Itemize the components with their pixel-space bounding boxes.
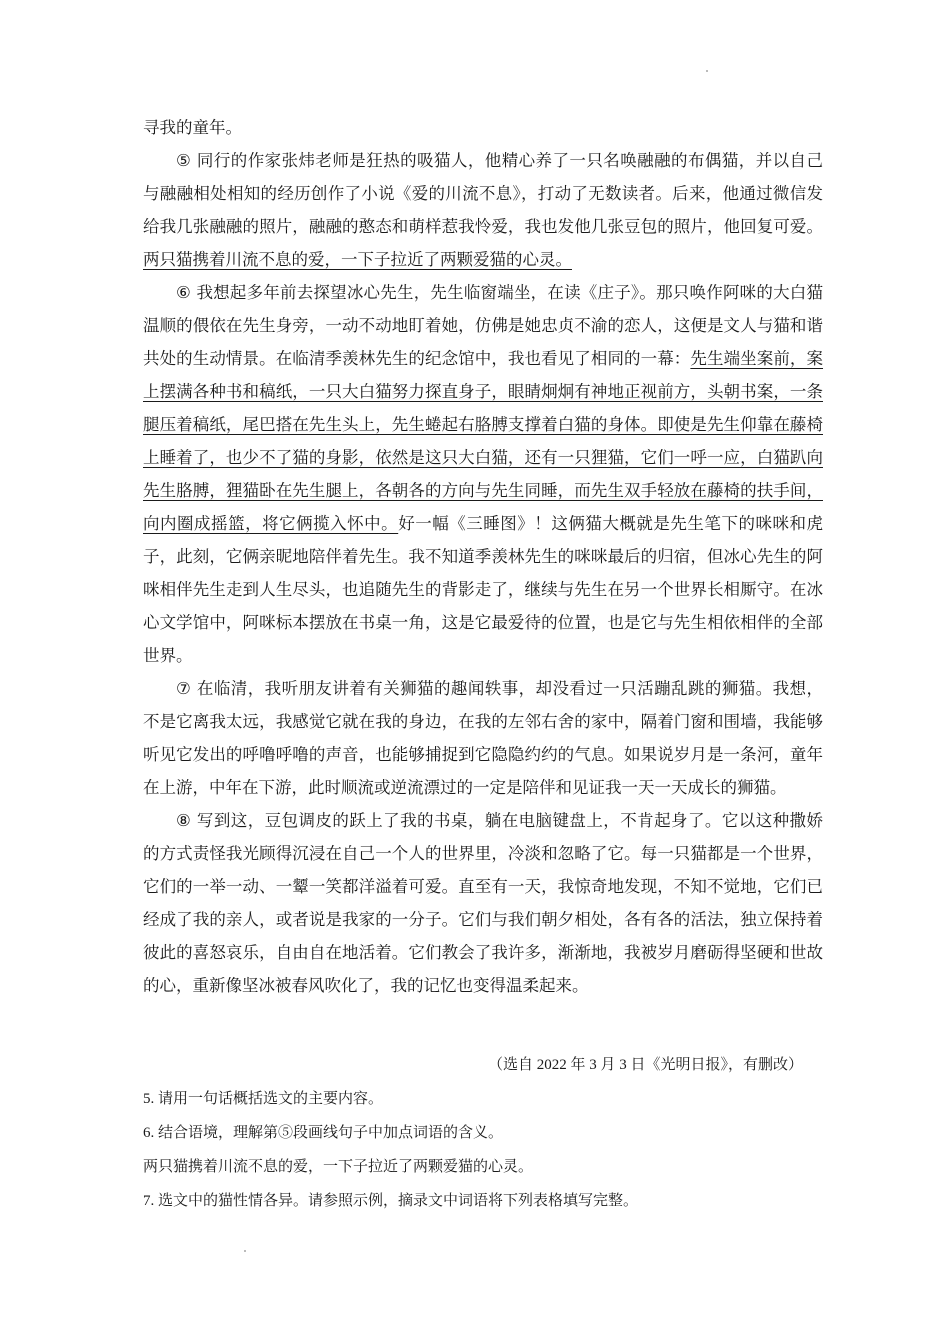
paragraph-6-text: ⑥ 我想起多年前去探望冰心先生，先生临窗端坐，在读《庄子》。那只唤作阿咪的大白猫温顺的偎依在先生身旁，一动不动地盯着她，仿佛是她忠贞不渝的恋人，这便是文人与猫和谐共处的生动情景。在临清季羡林先生的纪念馆中，我也看见了相同的一幕： xyxy=(143,283,823,368)
scan-speck xyxy=(706,70,708,72)
paragraph-7: ⑦ 在临清，我听朋友讲着有关狮猫的趣闻轶事，却没看过一只活蹦乱跳的狮猫。我想，不是它离我太远，我感觉它就在我的身边，在我的左邻右舍的家中，隔着门窗和围墙，我能够听见它发出的呼噜呼噜的声音，也能够捕捉到它隐隐约约的气息。如果说岁月是一条河，童年在上游，中年在下游，此时顺流或逆流漂过的一定是陪伴和见证我一天一天成长的狮猫。 xyxy=(143,679,823,797)
paragraph-5-text: ⑤ 同行的作家张炜老师是狂热的吸猫人，他精心养了一只名唤融融的布偶猫，并以自己与融融相处相知的经历创作了小说《爱的川流不息》，打动了无数读者。后来，他通过微信发给我几张融融的照片，融融的憨态和萌样惹我怜爱，我也发他几张豆包的照片，他回复可爱。 xyxy=(143,151,823,236)
paragraph-5 xyxy=(143,144,823,276)
source-citation: （选自 2022 年 3 月 3 日《光明日报》，有删改） xyxy=(487,1057,803,1073)
question-6: 6. 结合语境，理解第⑤段画线句子中加点词语的含义。 xyxy=(143,1125,504,1141)
question-7: 7. 选文中的猫性情各异。请参照示例，摘录文中词语将下列表格填写完整。 xyxy=(143,1193,639,1209)
paragraph-8: ⑧ 写到这，豆包调皮的跃上了我的书桌，躺在电脑键盘上，不肯起身了。它以这种撒娇的方式责怪我光顾得沉浸在自己一个人的世界里，冷淡和忽略了它。每一只猫都是一个世界，它们的一举一动、一颦一笑都洋溢着可爱。直至有一天，我惊奇地发现，不知不觉地，它们已经成了我的亲人，或者说是我家的一分子。它们与我们朝夕相处，各有各的活法，独立保持着彼此的喜怒哀乐，自由自在地活着。它们教会了我许多，渐渐地，我被岁月磨砺得坚硬和世故的心，重新像坚冰被春风吹化了，我的记忆也变得温柔起来。 xyxy=(143,811,823,995)
question-5: 5. 请用一句话概括选文的主要内容。 xyxy=(143,1091,384,1107)
underlined-passage: 先生端坐案前，案上摆满各种书和稿纸，一只大白猫努力探直身子，眼睛炯炯有神地正视前方，头朝书案，一条腿压着稿纸，尾巴搭在先生头上，先生蜷起右胳膊支撑着白猫的身体。即使是先生仰靠在藤椅上睡着了，也少不了猫的身影，依然是这只大白猫，还有一只狸猫，它们一呼一应，白猫趴向先生胳膊，狸猫卧在先生腿上，各朝各的方向与先生同睡，而先生双手轻放在藤椅的扶手间，向内圈成摇篮，将它俩揽入怀中。 xyxy=(143,349,824,533)
article-passage xyxy=(143,111,823,1002)
paragraph-4-end: 寻我的童年。 xyxy=(143,118,242,137)
underlined-sentence: 两只猫携着川流不息的爱，一下子拉近了两颗爱猫的心灵。 xyxy=(143,250,572,269)
scan-speck xyxy=(244,1250,246,1252)
question-list xyxy=(143,1082,823,1218)
paragraph-6 xyxy=(143,276,823,672)
question-6-sentence: 两只猫携着川流不息的爱，一下子拉近了两颗爱猫的心灵。 xyxy=(143,1159,534,1175)
paragraph-6-text-after: 好一幅《三睡图》！这俩猫大概就是先生笔下的咪咪和虎子，此刻，它俩亲昵地陪伴着先生。我不知道季羡林先生的咪咪最后的归宿，但冰心先生的阿咪相伴先生走到人生尽头，也追随先生的背影走了，继续与先生在另一个世界长相厮守。在冰心文学馆中，阿咪标本摆放在书桌一角，这是它最爱待的位置，也是它与先生相依相伴的全部世界。 xyxy=(143,514,824,665)
